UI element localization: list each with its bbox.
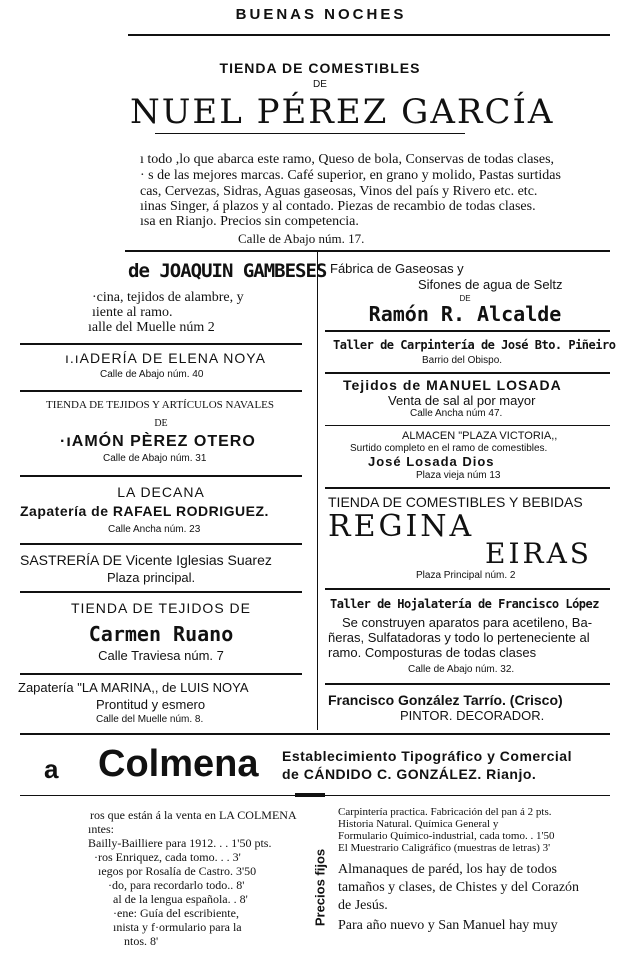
ruano-address: Calle Traviesa núm. 7 xyxy=(98,648,224,663)
victoria-line2: Surtido completo en el ramo de comestibles. xyxy=(350,443,548,454)
colmena-right-6: tamaños y clases, de Chistes y del Corazón xyxy=(338,880,580,895)
marina-address: Calle del Muelle núm. 8. xyxy=(96,714,204,725)
gambeses-line-1: ·cina, tejidos de alambre, y xyxy=(92,290,244,305)
top-ad-name: NUEL PÉREZ GARCÍA xyxy=(130,92,555,132)
otero-address: Calle de Abajo núm. 31 xyxy=(103,453,207,464)
gambeses-title: de JOAQUIN GAMBESES xyxy=(128,260,327,282)
colmena-right-7: de Jesús. xyxy=(338,898,388,913)
regina-name1: REGINA xyxy=(328,509,475,544)
page-header: BUENAS NOCHES xyxy=(235,6,407,23)
alcalde-line2: Sifones de agua de Seltz xyxy=(418,277,563,292)
top-ad-line-1: ı todo ,lo que abarca este ramo, Queso de bola, Conservas de todas clases, xyxy=(140,152,555,167)
decana-heading: LA DECANA xyxy=(117,484,205,500)
otero-name: ·ıAMÓN PÈREZ OTERO xyxy=(60,433,256,450)
crisco-line2: PINTOR. DECORADOR. xyxy=(400,708,545,723)
top-ad-de: DE xyxy=(313,79,327,90)
top-ad-address: Calle de Abajo núm. 17. xyxy=(238,231,365,246)
losada-address: Calle Ancha núm 47. xyxy=(410,408,503,419)
decana-address: Calle Ancha núm. 23 xyxy=(108,524,201,535)
marina-name: Zapatería "LA MARINA,, de LUIS NOYA xyxy=(18,680,249,695)
pineiro-title: Taller de Carpintería de José Bto. Piñeiro xyxy=(333,338,616,352)
colmena-right-4: El Muestrario Caligráfico (muestras de letras) 3' xyxy=(338,842,551,854)
regina-heading: TIENDA DE COMESTIBLES Y BEBIDAS xyxy=(328,494,583,510)
colmena-left-4: ·ros Enriquez, cada tomo. . . 3' xyxy=(94,850,241,864)
top-ad-line-2: · s de las mejores marcas. Café superior, en grano y molido, Pastas surtidas xyxy=(140,168,561,183)
regina-address: Plaza Principal núm. 2 xyxy=(416,570,516,581)
colmena-left-7: al de la lengua española. . 8' xyxy=(113,892,248,906)
otero-heading: TIENDA DE TEJIDOS Y ARTÍCULOS NAVALES xyxy=(46,399,275,411)
colmena-line1: Establecimiento Tipográfico y Comercial xyxy=(282,748,572,764)
top-ad-bottom-rule xyxy=(125,250,610,252)
colmena-logo: Colmena xyxy=(98,743,259,785)
colmena-right-3: Formulario Químico-industrial, cada tomo. . 1'50 xyxy=(338,830,555,842)
colmena-logo-prefix: a xyxy=(44,754,59,784)
top-ad-underline xyxy=(155,133,465,134)
colmena-rule-ornament xyxy=(295,793,325,797)
ruano-heading: TIENDA DE TEJIDOS DE xyxy=(71,600,251,616)
top-ad-line-5: ısa en Rianjo. Precios sin competencia. xyxy=(140,214,359,229)
otero-de: DE xyxy=(154,418,168,429)
rule-r5 xyxy=(325,588,610,590)
rule-l2 xyxy=(20,390,302,392)
noya-title: ı.ıADERÍA DE ELENA NOYA xyxy=(65,350,266,366)
colmena-left-1: ros que están á la venta en LA COLMENA xyxy=(90,808,297,822)
rule-r6 xyxy=(325,683,610,685)
ruano-name: Carmen Ruano xyxy=(88,622,234,646)
pineiro-address: Barrio del Obispo. xyxy=(422,355,503,366)
lopez-line-1: Se construyen aparatos para acetileno, Ba- xyxy=(342,615,593,630)
colmena-left-9: ınista y f·ormulario para la xyxy=(113,920,242,934)
colmena-left-6: ·do, para recordarlo todo.. 8' xyxy=(108,878,245,892)
victoria-address: Plaza vieja núm 13 xyxy=(416,470,501,481)
column-divider xyxy=(317,252,318,730)
victoria-heading: ALMACEN "PLAZA VICTORIA,, xyxy=(402,430,558,442)
rule-r1 xyxy=(325,330,610,332)
colmena-left-8: ·ene: Guía del escribiente, xyxy=(113,906,239,920)
lopez-title: Taller de Hojalatería de Francisco López xyxy=(330,597,599,611)
colmena-left-3: Bailly-Bailliere para 1912. . . 1'50 pts. xyxy=(88,836,272,850)
lopez-line-2: ñeras, Sulfatadoras y todo lo perteneciente al xyxy=(328,630,590,645)
precios-fijos-label: Precios fijos xyxy=(312,848,328,927)
colmena-right-2: Historia Natural. Química General y xyxy=(338,818,499,830)
gambeses-line-3: ıalle del Muelle núm 2 xyxy=(88,320,215,335)
top-ad-heading: TIENDA DE COMESTIBLES xyxy=(219,60,421,76)
sastreria-address: Plaza principal. xyxy=(107,570,196,585)
sastreria-name: SASTRERÍA DE Vicente Iglesias Suarez xyxy=(20,552,272,568)
colmena-right-8: Para año nuevo y San Manuel hay muy xyxy=(338,918,558,933)
rule-l5 xyxy=(20,591,302,593)
rule-l6 xyxy=(20,673,302,675)
top-ad-line-3: cas, Cervezas, Sidras, Aguas gaseosas, Vinos del país y Rivero etc. etc. xyxy=(140,184,538,199)
lopez-address: Calle de Abajo núm. 32. xyxy=(408,664,515,675)
rule-l1 xyxy=(20,343,302,345)
section-rule xyxy=(20,733,610,735)
lopez-line-3: ramo. Composturas de todas clases xyxy=(328,645,537,660)
header-rule xyxy=(128,34,610,36)
colmena-right-1: Carpintería practica. Fabricación del pan á 2 pts. xyxy=(338,806,552,818)
regina-name2: EIRAS xyxy=(485,537,592,570)
alcalde-name: Ramón R. Alcalde xyxy=(368,302,562,326)
colmena-right-5: Almanaques de paréd, los hay de todos xyxy=(338,862,557,877)
victoria-name: José Losada Dios xyxy=(368,454,495,469)
gambeses-line-2: ıiente al ramo. xyxy=(92,305,173,320)
noya-address: Calle de Abajo núm. 40 xyxy=(100,369,204,380)
rule-r4 xyxy=(325,487,610,489)
colmena-left-5: ıegos por Rosalía de Castro. 3'50 xyxy=(98,864,257,878)
top-ad-line-4: ıinas Singer, á plazos y al contado. Piezas de recambio de todas clases. xyxy=(140,199,536,214)
rule-l3 xyxy=(20,475,302,477)
colmena-left-10: ntos. 8' xyxy=(124,934,159,948)
colmena-line2: de CÁNDIDO C. GONZÁLEZ. Rianjo. xyxy=(282,766,537,782)
rule-r2 xyxy=(325,372,610,374)
alcalde-de: DE xyxy=(459,294,471,303)
marina-line2: Prontitud y esmero xyxy=(96,697,206,712)
colmena-left-2: ıntes: xyxy=(88,822,114,836)
rule-r3 xyxy=(325,425,610,426)
losada-title: Tejidos de MANUEL LOSADA xyxy=(343,377,562,393)
crisco-title: Francisco González Tarrío. (Crisco) xyxy=(328,692,563,708)
decana-name: Zapatería de RAFAEL RODRIGUEZ. xyxy=(20,503,269,519)
losada-line2: Venta de sal al por mayor xyxy=(388,393,536,408)
alcalde-line1: Fábrica de Gaseosas y xyxy=(330,261,464,276)
rule-l4 xyxy=(20,543,302,545)
